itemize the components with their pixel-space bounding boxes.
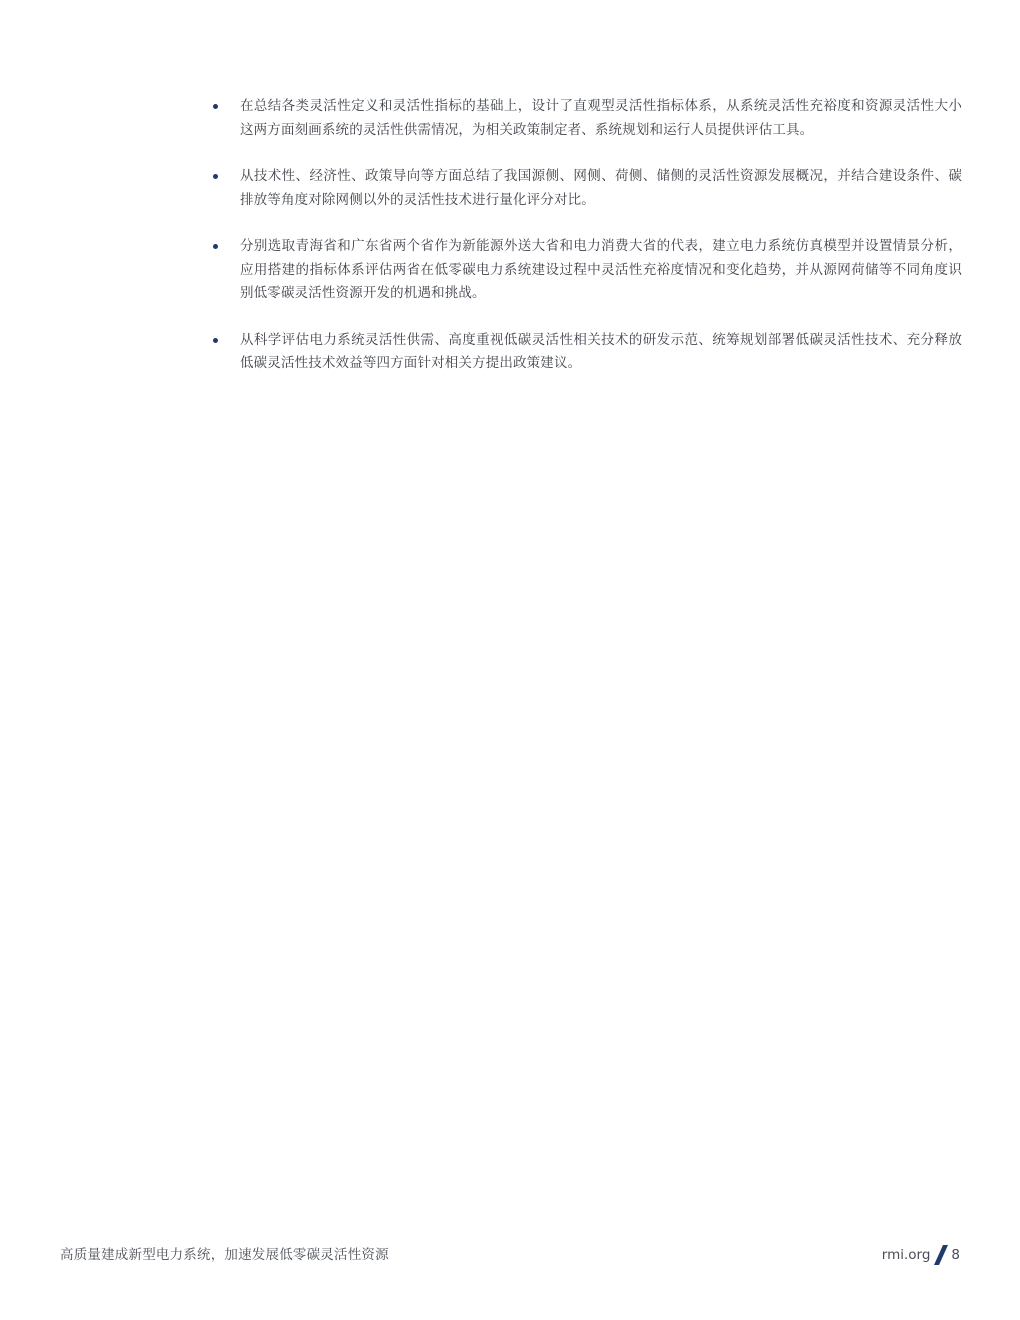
bullet-text: 分别选取青海省和广东省两个省作为新能源外送大省和电力消费大省的代表，建立电力系统仿真模型并设置情景分析，应用搭建的指标体系评估两省在低零碳电力系统建设过程中灵活性充裕度情况和变化趋势，并从源网荷储等不同角度识别低零碳灵活性资源开发的机遇和挑战。 [240, 238, 962, 301]
bullet-list [212, 95, 962, 399]
list-item [212, 165, 962, 212]
footer-site-link[interactable]: rmi.org [881, 1247, 931, 1263]
list-item [212, 95, 962, 142]
footer-title: 高质量建成新型电力系统，加速发展低零碳灵活性资源 [60, 1247, 389, 1263]
page-number: 8 [951, 1247, 960, 1263]
page-footer [60, 1244, 960, 1266]
slash-icon [934, 1244, 948, 1266]
bullet-icon [213, 338, 218, 343]
footer-right [882, 1244, 960, 1266]
bullet-icon [213, 104, 218, 109]
list-item [212, 329, 962, 376]
bullet-icon [213, 244, 218, 249]
bullet-icon [213, 174, 218, 179]
bullet-text: 从技术性、经济性、政策导向等方面总结了我国源侧、网侧、荷侧、储侧的灵活性资源发展概况，并结合建设条件、碳排放等角度对除网侧以外的灵活性技术进行量化评分对比。 [240, 168, 962, 208]
bullet-text: 在总结各类灵活性定义和灵活性指标的基础上，设计了直观型灵活性指标体系，从系统灵活性充裕度和资源灵活性大小这两方面刻画系统的灵活性供需情况，为相关政策制定者、系统规划和运行人员提供评估工具。 [240, 98, 962, 138]
bullet-text: 从科学评估电力系统灵活性供需、高度重视低碳灵活性相关技术的研发示范、统筹规划部署低碳灵活性技术、充分释放低碳灵活性技术效益等四方面针对相关方提出政策建议。 [240, 331, 962, 371]
list-item [212, 235, 962, 306]
